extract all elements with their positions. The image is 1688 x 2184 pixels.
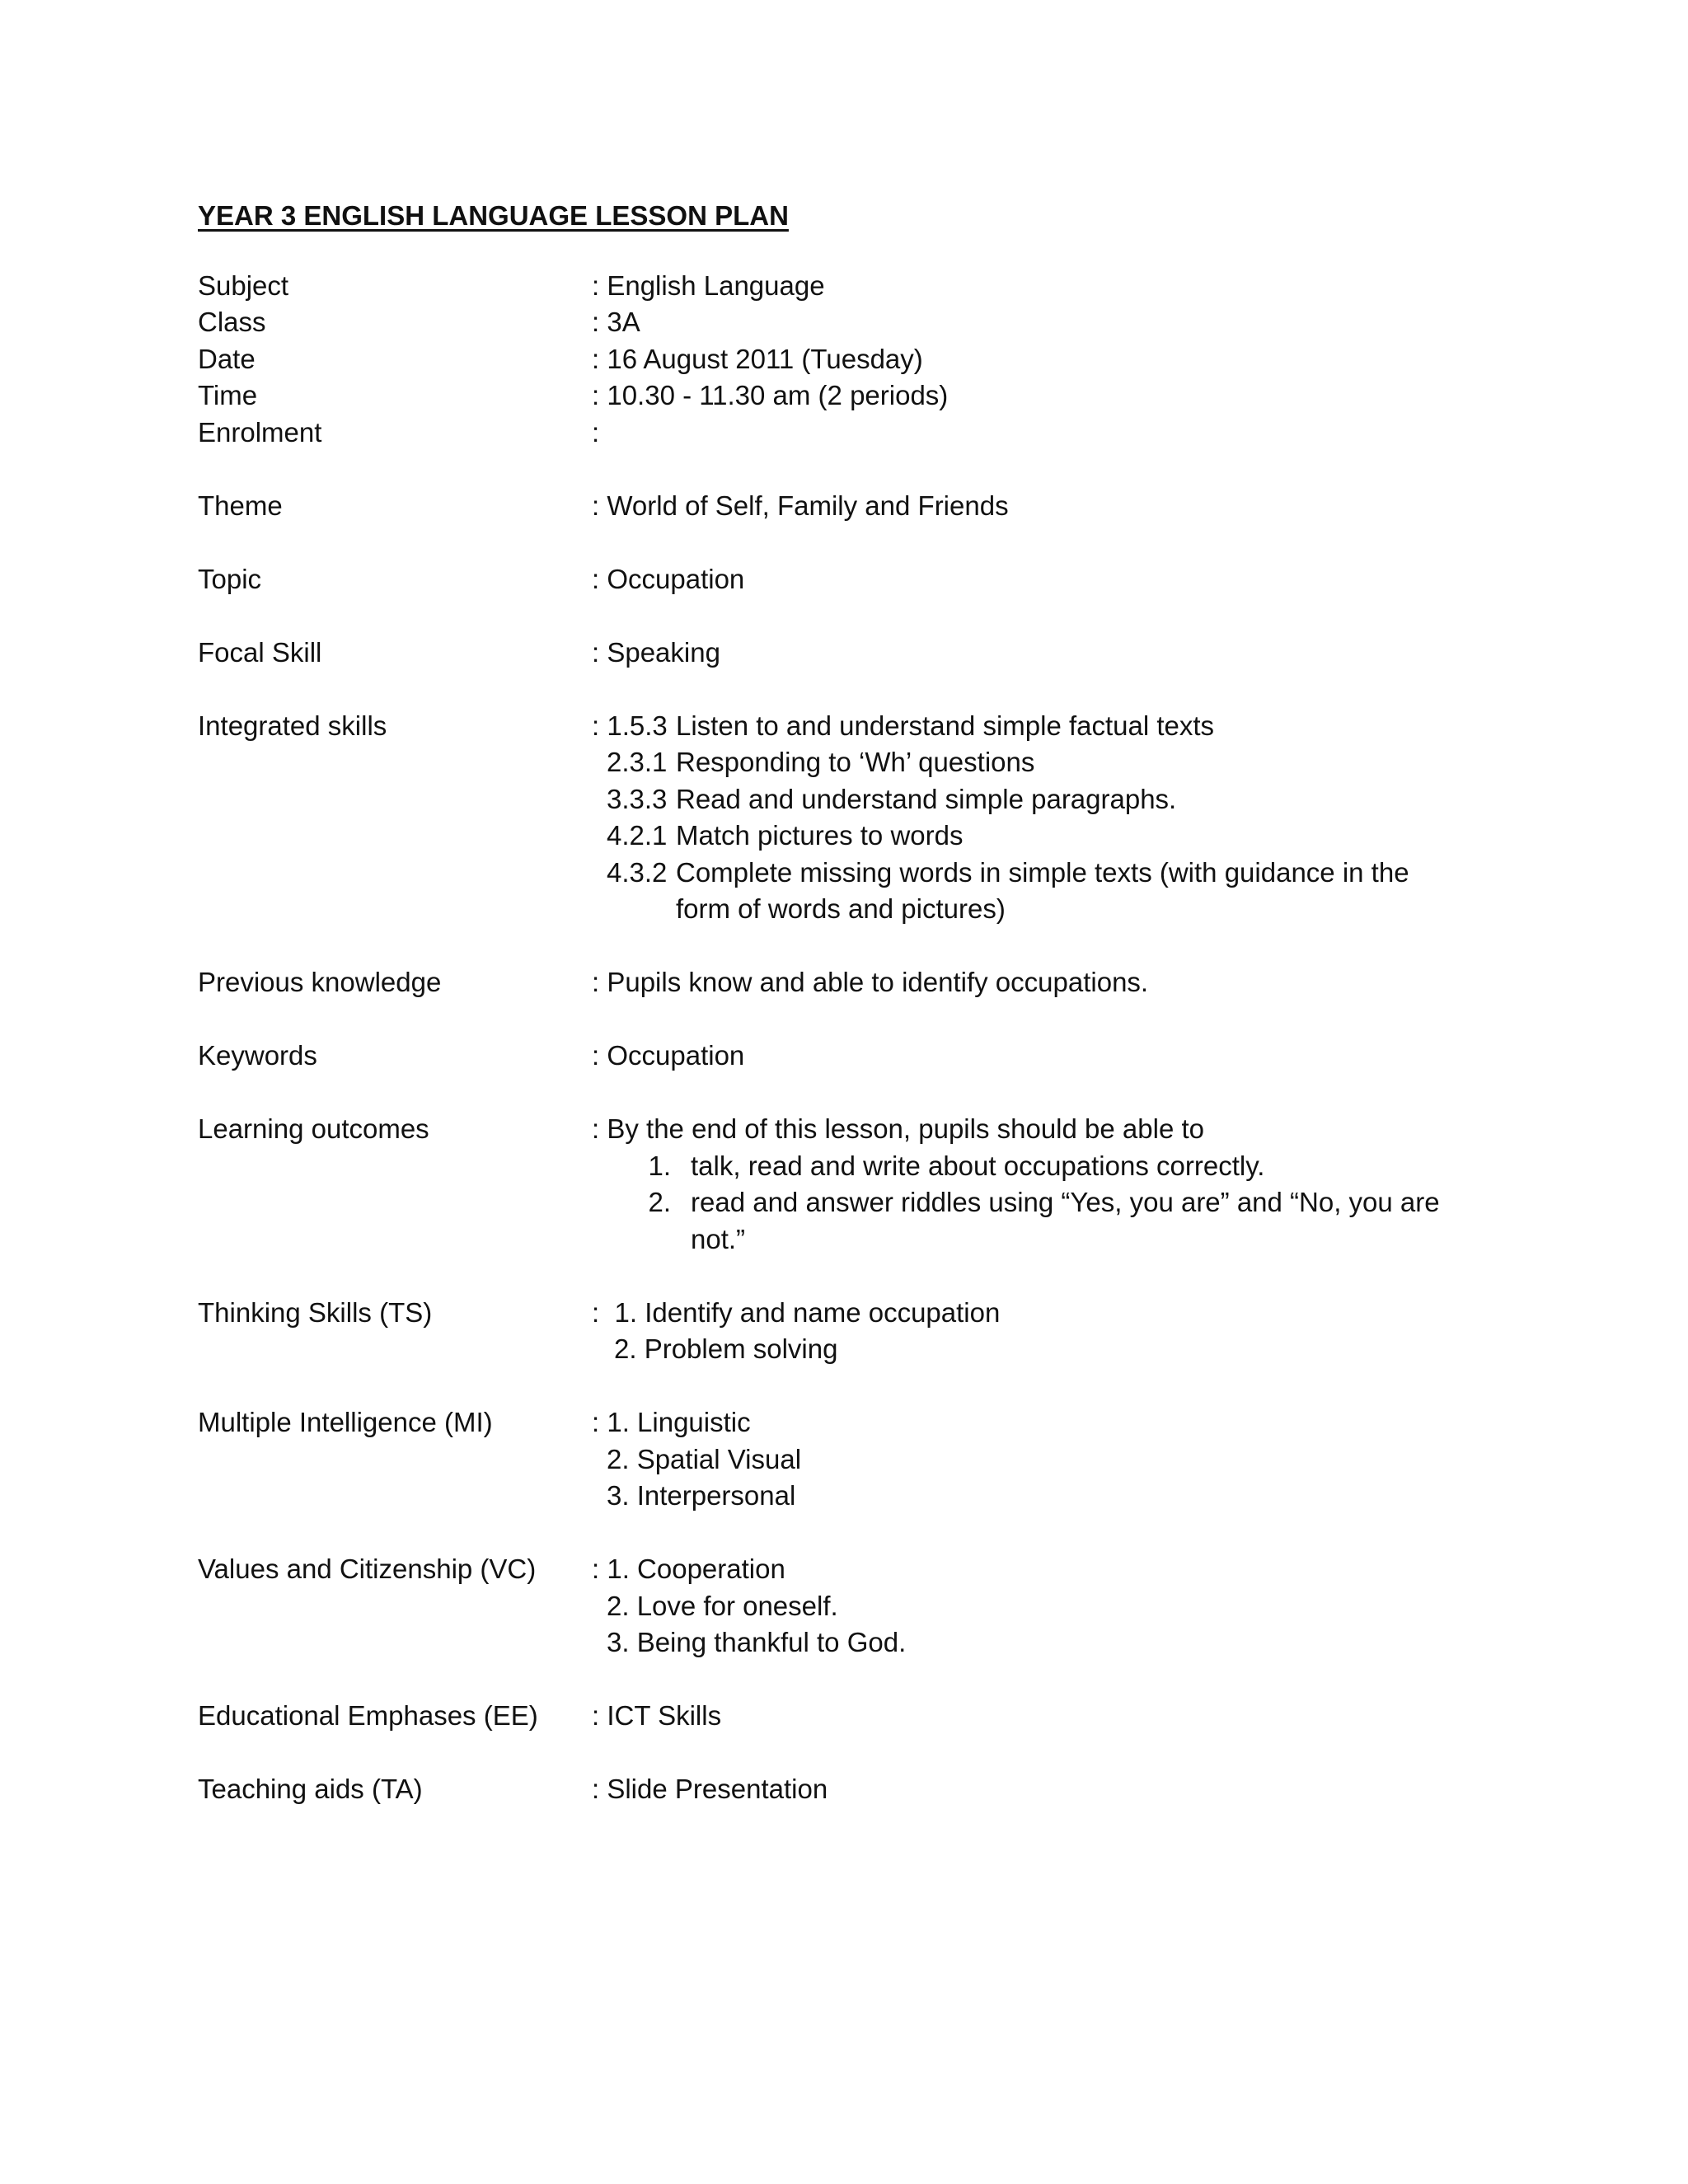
- focal-skill-row: Focal Skill : Speaking: [198, 635, 1517, 672]
- topic-value: Occupation: [607, 563, 745, 594]
- vc-item: 2. Love for oneself.: [607, 1590, 838, 1621]
- educational-emphases-label: Educational Emphases (EE): [198, 1700, 538, 1731]
- learning-outcomes-row: Learning outcomes : By the end of this lesson, pupils should be able to 1. talk, read and write about occupations correctly. 2. read and answer riddles using “Yes, you are” and “No, you are not.”: [198, 1111, 1517, 1258]
- previous-knowledge-label: Previous knowledge: [198, 967, 442, 997]
- skill-code: 3.3.3: [607, 783, 668, 814]
- subject-label: Subject: [198, 269, 289, 301]
- educational-emphases-value: ICT Skills: [607, 1700, 722, 1731]
- values-citizenship-row: Values and Citizenship (VC) : 1. Cooperation 2. Love for oneself. 3. Being thankful to God.: [198, 1551, 1517, 1661]
- subject-value: English Language: [607, 269, 825, 301]
- learning-outcome-item: [592, 1184, 1517, 1258]
- integrated-skill-item: : 1.5.3 Listen to and understand simple factual texts: [592, 708, 1517, 745]
- thinking-skills-row: Thinking Skills (TS) : 1. Identify and name occupation 2. Problem solving: [198, 1295, 1517, 1368]
- skill-code: 2.3.1: [607, 747, 668, 777]
- previous-knowledge-value: Pupils know and able to identify occupations.: [607, 967, 1149, 997]
- integrated-skill-item: [592, 781, 1517, 818]
- vc-item: 3. Being thankful to God.: [607, 1627, 907, 1657]
- skill-text: Match pictures to words: [676, 820, 964, 851]
- skill-text: Complete missing words in simple texts (with guidance in the form of words and pictures): [676, 856, 1409, 924]
- mi-item: 2. Spatial Visual: [607, 1443, 802, 1474]
- date-label: Date: [198, 343, 256, 374]
- date-value: 16 August 2011 (Tuesday): [607, 343, 923, 374]
- keywords-value: Occupation: [607, 1040, 745, 1071]
- thinking-skills-label: Thinking Skills (TS): [198, 1296, 433, 1328]
- skill-code: 1.5.3: [607, 710, 668, 741]
- skill-text: Listen to and understand simple factual texts: [676, 710, 1215, 741]
- enrolment-label: Enrolment: [198, 416, 322, 448]
- skill-text: Responding to ‘Wh’ questions: [676, 747, 1035, 777]
- integrated-skills-label: Integrated skills: [198, 710, 387, 741]
- outcome-text: read and answer riddles using “Yes, you are” and “No, you are not.”: [691, 1187, 1440, 1254]
- subject-row: Subject : English Language: [198, 268, 1517, 305]
- thinking-skill-item: 1. Identify and name occupation: [614, 1296, 1001, 1328]
- learning-outcomes-label: Learning outcomes: [198, 1113, 429, 1144]
- teaching-aids-label: Teaching aids (TA): [198, 1774, 423, 1804]
- date-row: Date : 16 August 2011 (Tuesday): [198, 341, 1517, 378]
- enrolment-row: Enrolment :: [198, 415, 1517, 452]
- values-citizenship-label: Values and Citizenship (VC): [198, 1554, 537, 1584]
- previous-knowledge-row: Previous knowledge : Pupils know and able to identify occupations.: [198, 964, 1517, 1001]
- outcome-number: 2.: [648, 1187, 671, 1217]
- mi-item: 1. Linguistic: [607, 1407, 751, 1437]
- skill-code: 4.3.2: [607, 856, 668, 888]
- topic-row: Topic : Occupation: [198, 561, 1517, 598]
- time-row: Time : 10.30 - 11.30 am (2 periods): [198, 377, 1517, 415]
- integrated-skill-item: [592, 855, 1517, 928]
- integrated-skill-item: [592, 818, 1517, 855]
- document-title: YEAR 3 ENGLISH LANGUAGE LESSON PLAN: [198, 200, 789, 231]
- educational-emphases-row: Educational Emphases (EE) : ICT Skills: [198, 1698, 1517, 1735]
- theme-label: Theme: [198, 490, 283, 521]
- topic-label: Topic: [198, 563, 262, 594]
- learning-outcome-item: [592, 1148, 1517, 1185]
- time-label: Time: [198, 380, 258, 410]
- outcome-number: 1.: [648, 1150, 671, 1181]
- keywords-row: Keywords : Occupation: [198, 1038, 1517, 1075]
- skill-text: Read and understand simple paragraphs.: [676, 783, 1177, 814]
- theme-value: World of Self, Family and Friends: [607, 490, 1009, 521]
- focal-skill-value: Speaking: [607, 636, 720, 668]
- focal-skill-label: Focal Skill: [198, 636, 322, 668]
- lesson-plan-document: [198, 198, 1517, 1808]
- teaching-aids-value: Slide Presentation: [607, 1774, 828, 1804]
- learning-outcomes-intro: By the end of this lesson, pupils should be able to: [607, 1113, 1204, 1144]
- vc-item: 1. Cooperation: [607, 1554, 785, 1584]
- integrated-skills-row: [198, 708, 1517, 928]
- multiple-intelligence-label: Multiple Intelligence (MI): [198, 1407, 493, 1437]
- multiple-intelligence-row: Multiple Intelligence (MI) : 1. Linguistic 2. Spatial Visual 3. Interpersonal: [198, 1404, 1517, 1515]
- class-row: Class : 3A: [198, 304, 1517, 341]
- theme-row: Theme : World of Self, Family and Friends: [198, 488, 1517, 525]
- mi-item: 3. Interpersonal: [607, 1480, 796, 1511]
- time-value: 10.30 - 11.30 am (2 periods): [607, 380, 949, 410]
- class-label: Class: [198, 307, 266, 337]
- class-value: 3A: [607, 307, 640, 337]
- keywords-label: Keywords: [198, 1040, 317, 1071]
- thinking-skill-item: 2. Problem solving: [614, 1333, 838, 1364]
- outcome-text: talk, read and write about occupations correctly.: [691, 1150, 1265, 1181]
- integrated-skill-item: [592, 744, 1517, 781]
- teaching-aids-row: Teaching aids (TA) : Slide Presentation: [198, 1771, 1517, 1808]
- skill-code: 4.2.1: [607, 820, 668, 851]
